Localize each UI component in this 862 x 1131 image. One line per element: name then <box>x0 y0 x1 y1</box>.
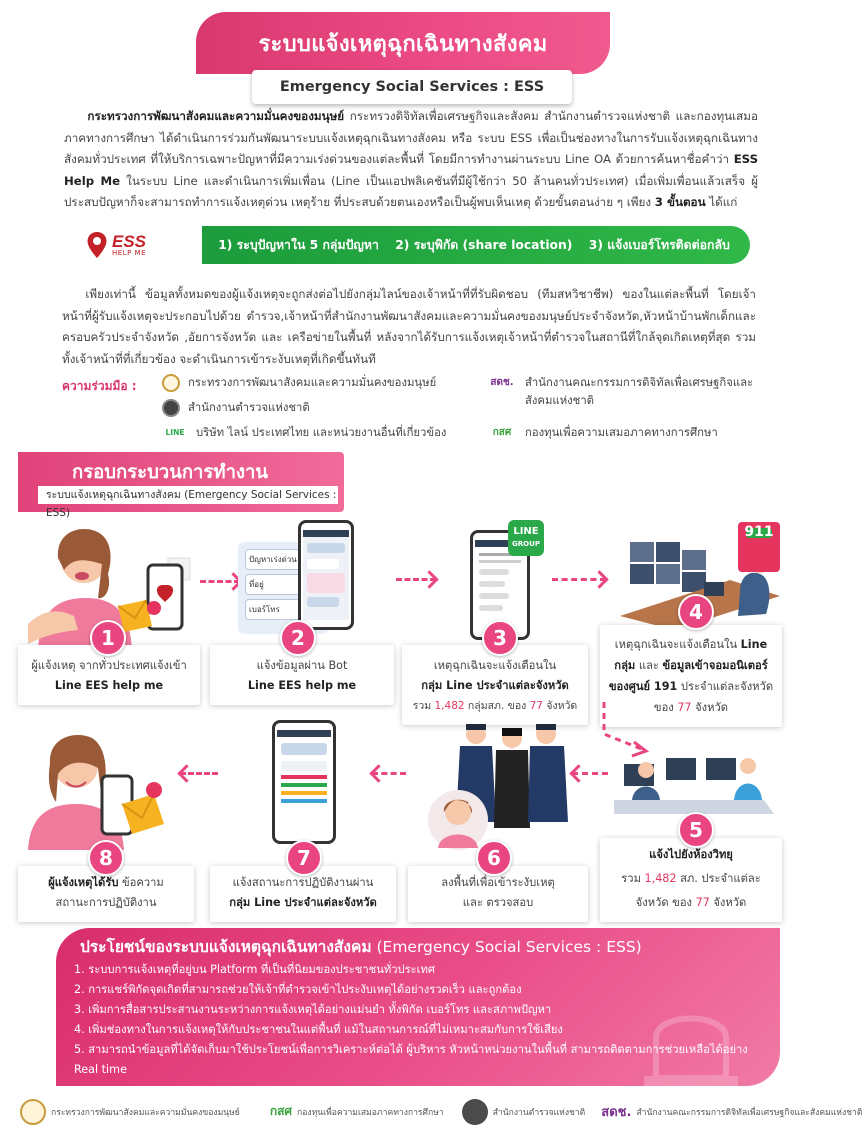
step-7-number: 7 <box>286 840 322 876</box>
step2-phone <box>298 520 354 630</box>
framework-subtitle: ระบบแจ้งเหตุฉุกเฉินทางสังคม (Emergency Social Services : ESS) <box>38 486 338 504</box>
police-seal-icon <box>462 1099 488 1125</box>
step-6-line2: และ ตรวจสอบ <box>462 896 534 909</box>
footer-eef-label: กองทุนเพื่อความเสมอภาคทางการศึกษา <box>297 1107 444 1118</box>
partner-police-label: สำนักงานตำรวจแห่งชาติ <box>188 401 310 414</box>
step-3-number: 3 <box>482 620 518 656</box>
partner-eef-label: กองทุนเพื่อความเสมอภาคทางการศึกษา <box>525 426 718 439</box>
partner-eef <box>487 424 718 442</box>
msdhs-seal-icon <box>162 374 180 392</box>
step-2-number: 2 <box>280 620 316 656</box>
partners-label: ความร่วมมือ : <box>62 379 137 393</box>
ess-logo-word: ESS <box>112 232 147 251</box>
footer-police <box>462 1099 586 1125</box>
page-title: ระบบแจ้งเหตุฉุกเฉินทางสังคม <box>258 31 548 57</box>
step-3-line1: เหตุฉุกเฉินจะแจ้งเตือนใน <box>433 659 557 672</box>
step-5-caption: แจ้งไปยังห้องวิทยุ รวม 1,482 สภ. ประจำแต่ละ จังหวัด ของ 77 จังหวัด <box>600 843 782 915</box>
step-8-number: 8 <box>88 840 124 876</box>
radio-station-count: 1,482 <box>644 872 677 885</box>
footer-msdhs <box>20 1099 240 1125</box>
step-1-text: 1) ระบุปัญหาใน 5 กลุ่มปัญหา <box>218 237 379 252</box>
province-count: 77 <box>529 700 543 712</box>
intro-part2: ในระบบ Line และดำเนินการเพิ่มเพื่อน (Line เป็นแอปพลิเคชันที่มีผู้ใช้กว่า 50 ล้านคนทั่วประเทศ) เมื่อเพิ่มเพื่อนแล้วเสร็จ ผู้ประสบปัญหาก็จะสามารถทำการแจ้งเหตุด่วน เหตุร้าย ที่ประสบด้วยตนเองหรือเป็นผู้พบเห็นเหตุ ด้วยขั้นตอนง่าย ๆ เพียง <box>64 173 758 209</box>
step-6-number: 6 <box>476 840 512 876</box>
intro-steps-count: 3 ขั้นตอน <box>654 195 706 209</box>
intro-part3: ได้แก่ <box>705 195 738 209</box>
intro-paragraph <box>64 106 758 214</box>
step-1-line1: ผู้แจ้งเหตุ จากทั่วประเทศแจ้งเข้า <box>31 659 187 672</box>
badge-911: 911 <box>744 524 774 540</box>
partner-onde-label: สำนักงานคณะกรรมการดิจิทัลเพื่อเศรษฐกิจและสังคมแห่งชาติ <box>525 376 754 407</box>
step8-illustration <box>18 726 188 850</box>
footer-msdhs-label: กระทรวงการพัฒนาสังคมและความมั่นคงของมนุษย์ <box>51 1107 240 1118</box>
step-6-caption <box>408 873 588 913</box>
flow-arrow <box>552 578 606 581</box>
partner-police <box>162 399 310 417</box>
step-2-text: 2) ระบุพิกัด (share location) <box>395 237 573 252</box>
step-6-line1: ลงพื้นที่เพื่อเข้าระงับเหตุ <box>441 876 555 889</box>
body-text: เพียงเท่านี้ ข้อมูลทั้งหมดของผู้แจ้งเหตุจะถูกส่งต่อไปยังกลุ่มไลน์ของเจ้าหน้าที่ที่รับผิดชอบ (ทีมสหวิชาชีพ) ของในแต่ละพื้นที่ โดยเจ้าหน้าที่ผู้รับแจ้งเหตุจะประกอบไปด้วย ตำรวจ,เจ้าหน้าที่สำนักงานพัฒนาสังคมและความมั่นคงของมนุษย์ประจำจังหวัด,หัวหน้าบ้านพักเด็กและครอบครัวประจำจังหวัด ,อัยการจังหวัด และ เครือข่ายในพื้นที่ หลังจากได้รับการแจ้งเหตุเจ้าหน้าที่ตำรวจในสถานีที่ใกล้จุดเกิดเหตุที่สุด รวมทั้งเจ้าหน้าที่ที่เกี่ยวข้อง จะดำเนินการเข้าระงับเหตุที่เกิดขึ้นทันที <box>62 287 756 366</box>
step-4-province-count: 77 <box>677 701 692 714</box>
step6-illustration <box>408 716 588 856</box>
partner-onde <box>487 374 762 410</box>
flow-arrow <box>200 580 240 583</box>
step-5-line1: แจ้งไปยังห้องวิทยุ <box>649 848 733 861</box>
benefits-list <box>74 960 764 1080</box>
intro-lead: กระทรวงการพัฒนาสังคมและความมั่นคงของมนุษย์ <box>87 109 345 123</box>
benefit-item: 2. การแชร์พิกัดจุดเกิดที่สามารถช่วยให้เจ้าที่ตำรวจเข้าไประงับเหตุได้อย่างรวดเร็ว และถูกต้อง <box>74 983 522 996</box>
step-4-caption: เหตุฉุกเฉินจะแจ้งเตือนใน Line กลุ่ม และ ข้อมูลเข้าจอมอนิเตอร์ ของศูนย์ 191 ประจำแต่ละจังหวัด ของ 77 จังหวัด <box>608 638 774 714</box>
police-seal-icon <box>162 399 180 417</box>
title-banner <box>196 12 610 74</box>
bubble-urgent-problem: ปัญหาเร่งด่วน <box>245 549 321 570</box>
benefits-title: ประโยชน์ของระบบแจ้งเหตุฉุกเฉินทางสังคม (Emergency Social Services : ESS) <box>80 938 642 956</box>
location-pin-icon <box>86 231 108 259</box>
step-3-line2: กลุ่ม Line ประจำแต่ละจังหวัด <box>421 679 569 692</box>
page-subtitle: Emergency Social Services : ESS <box>279 79 545 95</box>
step-5-province-count: 77 <box>695 896 710 909</box>
step-3-caption <box>402 656 588 716</box>
badge-group-text: GROUP <box>512 540 540 548</box>
footer-onde-label: สำนักงานคณะกรรมการดิจิทัลเพื่อเศรษฐกิจและสังคมแห่งชาติ <box>636 1107 862 1118</box>
steps-bar <box>62 222 750 268</box>
step-4-number: 4 <box>678 594 714 630</box>
benefit-item: 4. เพิ่มช่องทางในการแจ้งเหตุให้กับประชาชนในแต่พื้นที่ แม้ในสถานการณ์ที่ไม่เหมาะสมกับการใช้เสียง <box>74 1023 563 1036</box>
step-1-number: 1 <box>90 620 126 656</box>
kss-logo-icon: กสศ <box>492 427 512 438</box>
step-8-line2: สถานะการปฏิบัติงาน <box>55 896 157 909</box>
body-paragraph <box>62 284 756 370</box>
sdc-logo-icon: สดช. <box>601 1105 632 1120</box>
ess-logo-tag: HELP ME <box>112 249 146 257</box>
step-5-number: 5 <box>678 812 714 848</box>
partner-msdhs <box>162 374 436 392</box>
badge-line-text: LINE <box>513 526 539 537</box>
benefits-panel <box>56 928 780 1086</box>
step-8-caption: ผู้แจ้งเหตุได้รับ ข้อความ สถานะการปฏิบัติงาน <box>18 873 194 913</box>
step7-phone <box>272 720 336 844</box>
step-2-line1: แจ้งข้อมูลผ่าน Bot <box>256 659 348 672</box>
kss-logo-icon: กสศ <box>269 1104 293 1118</box>
benefit-item: 3. เพิ่มการสื่อสารประสานงานระหว่างการแจ้งเหตุได้อย่างแม่นยำ ทั้งพิกัด เบอร์โทร และสภาพปัญหา <box>74 1003 552 1016</box>
benefit-item: 5. สามารถนำข้อมูลที่ได้จัดเก็บมาใช้ประโยชน์เพื่อการวิเคราะห์ต่อได้ ผู้บริหาร หัวหน้าหน่วยงานในพื้นที่ สามารถติดตามการช่วยเหลือได้อย่าง Real time <box>74 1043 748 1076</box>
header <box>196 12 610 98</box>
partner-msdhs-label: กระทรวงการพัฒนาสังคมและความมั่นคงของมนุษย์ <box>188 376 437 389</box>
framework-title: กรอบกระบวนการทำงาน <box>72 462 269 483</box>
steps-green-bar <box>190 226 750 264</box>
bubble-address: ที่อยู่ <box>245 574 321 595</box>
step-2-line2: Line EES help me <box>247 679 357 692</box>
partner-line-label: บริษัท ไลน์ ประเทศไทย และหน่วยงานอื่นที่เกี่ยวข้อง <box>196 426 447 439</box>
footer-police-label: สำนักงานตำรวจแห่งชาติ <box>492 1107 586 1118</box>
benefit-item: 1. ระบบการแจ้งเหตุที่อยู่บน Platform ที่เป็นที่นิยมของประชาชนทั่วประเทศ <box>74 963 435 976</box>
step-7-caption <box>210 873 396 913</box>
line-logo-icon: LINE <box>165 428 185 437</box>
step-7-line1: แจ้งสถานะการปฏิบัติงานผ่าน <box>232 876 374 889</box>
step-1-line2: Line EES help me <box>54 679 164 692</box>
intro-part1: กระทรวงดิจิทัลเพื่อเศรษฐกิจและสังคม สำนักงานตำรวจแห่งชาติ และกองทุนเสมอภาคทางการศึกษา ได้ดำเนินการร่วมกันพัฒนาระบบแจ้งเหตุฉุกเฉินทางสังคม หรือ ระบบ ESS เพื่อเป็นช่องทางในการรับแจ้งเหตุฉุกเฉินทางสังคมทั่วประเทศ ที่ให้บริการเฉพาะปัญหาที่มีความเร่งด่วนของแต่ละพื้นที่ โดยมีการทำงานผ่านระบบ Line OA ด้วยการค้นหาชื่อคำว่า <box>64 109 758 166</box>
ess-logo <box>62 222 202 268</box>
line-group-badge-icon <box>508 520 544 556</box>
step-2-caption <box>210 656 394 696</box>
msdhs-seal-icon <box>20 1099 46 1125</box>
flow-arrow <box>372 772 406 775</box>
bubble-phone: เบอร์โทร <box>245 599 321 620</box>
subtitle-box <box>252 70 572 104</box>
footer-onde <box>601 1101 862 1122</box>
step-3-text: 3) แจ้งเบอร์โทรติดต่อกลับ <box>588 237 730 252</box>
police-group-count: 1,482 <box>434 700 465 712</box>
footer-logos <box>0 1092 862 1131</box>
sdc-logo-icon: สดช. <box>490 377 514 388</box>
step-1-caption <box>18 656 200 696</box>
intro-keyword: ESS Help Me <box>64 152 758 188</box>
ess-logo-text <box>112 233 146 257</box>
step-3-line3: รวม 1,482 กลุ่มสภ. ของ 77 จังหวัด <box>412 700 578 712</box>
footer-eef <box>270 1102 444 1121</box>
framework-banner <box>18 452 344 519</box>
partner-line <box>162 424 446 442</box>
flow-arrow <box>396 578 436 581</box>
step-7-line2: กลุ่ม Line ประจำแต่ละจังหวัด <box>229 896 377 909</box>
